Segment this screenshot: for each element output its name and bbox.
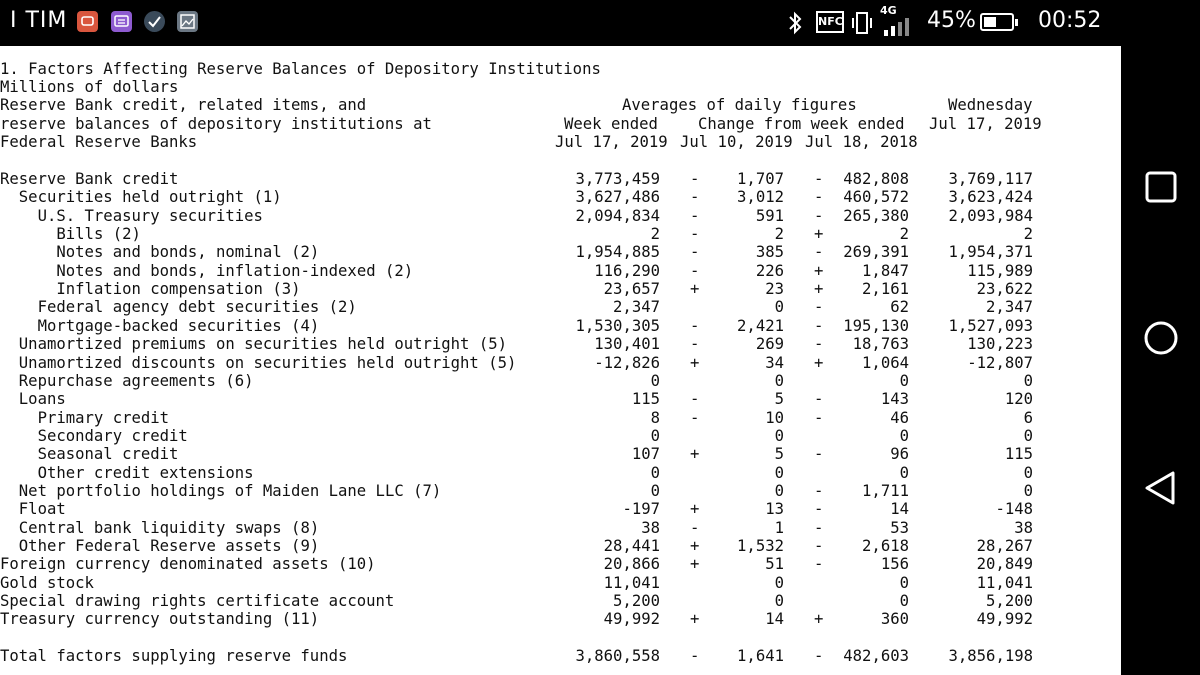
week-value: 3,773,459 (575, 170, 660, 188)
table-row (0, 243, 1121, 261)
sign-change-2: - (814, 188, 824, 207)
sign-change-2: + (814, 610, 824, 629)
week-value: 0 (650, 481, 660, 500)
wednesday-value: 38 (1014, 518, 1033, 537)
network-type: 4G (880, 4, 897, 17)
change-1-value: 1,707 (737, 170, 784, 188)
change-1-value: 0 (774, 371, 784, 390)
change-1-value: 0 (774, 426, 784, 445)
nfc-icon: NFC (816, 11, 844, 33)
week-value: 3,860,558 (575, 647, 660, 666)
table-row (0, 500, 1121, 518)
change-2-value: 2 (899, 225, 909, 244)
sign-change-2: + (814, 225, 824, 244)
wednesday-value: -12,807 (967, 353, 1033, 372)
change-2-value: 360 (880, 610, 909, 629)
change-2-value: 0 (899, 426, 909, 445)
row-label: Loans (18, 390, 66, 409)
week-value: -197 (622, 500, 660, 519)
sign-change-2: + (814, 353, 824, 372)
table-row (0, 445, 1121, 463)
wednesday-value: 130,223 (967, 335, 1033, 354)
sign-change-1: - (690, 243, 700, 262)
wednesday-value: 1,527,093 (948, 316, 1033, 335)
change-1-value: 13 (765, 500, 784, 519)
wednesday-value: 115,989 (967, 261, 1033, 280)
header-line-1 (0, 96, 1121, 114)
row-label: U.S. Treasury securities (37, 206, 263, 225)
sign-change-1: + (690, 500, 700, 519)
change-1-value: 5 (774, 390, 784, 409)
table-row (0, 170, 1121, 188)
change-1-value: 3,012 (737, 188, 784, 207)
row-label: Secondary credit (37, 426, 188, 445)
sign-change-1: + (690, 353, 700, 372)
clock: 00:52 (1038, 8, 1102, 33)
sign-change-1: - (690, 518, 700, 537)
sign-change-2: - (814, 647, 824, 666)
change-2-value: 1,847 (862, 261, 909, 280)
sign-change-2: - (814, 518, 824, 537)
carrier-name: I TIM (10, 8, 68, 33)
sign-change-2: - (814, 555, 824, 574)
table-row (0, 610, 1121, 628)
row-label: Other Federal Reserve assets (9) (18, 537, 320, 555)
sign-change-1: - (690, 335, 700, 354)
wednesday-value: 0 (1023, 463, 1033, 482)
change-2-value: 14 (890, 500, 909, 519)
change-1-value: 14 (765, 610, 784, 629)
change-2-value: 96 (890, 445, 909, 464)
week-value: 130,401 (594, 335, 660, 354)
week-value: 3,627,486 (575, 188, 660, 207)
week-value: 116,290 (594, 261, 660, 280)
sign-change-1: + (690, 555, 700, 574)
wednesday-value: 120 (1004, 390, 1033, 409)
change-1-value: 1,532 (737, 537, 784, 555)
week-value: 0 (650, 426, 660, 445)
week-value: 1,530,305 (575, 316, 660, 335)
change-1-value: 591 (755, 206, 784, 225)
wednesday-value: 3,769,117 (948, 170, 1033, 188)
table-row (0, 262, 1121, 280)
table-row (0, 390, 1121, 408)
header-averages: Averages of daily figures (622, 96, 857, 114)
sign-change-1: + (690, 537, 700, 555)
notification-app-icon (77, 11, 98, 32)
sign-change-2: - (814, 243, 824, 262)
wednesday-value: 5,200 (986, 592, 1033, 611)
header-week-ended: Week ended (564, 115, 658, 133)
gallery-icon (177, 11, 198, 32)
row-label: Bills (2) (56, 225, 141, 244)
wednesday-value: 3,856,198 (948, 647, 1033, 666)
week-value: 28,441 (603, 537, 660, 555)
table-row (0, 519, 1121, 537)
table-row (0, 464, 1121, 482)
week-value: 0 (650, 463, 660, 482)
change-1-value: 23 (765, 280, 784, 299)
row-label: Other credit extensions (37, 463, 254, 482)
row-label: Total factors supplying reserve funds (0, 647, 348, 666)
status-bar (0, 0, 1200, 46)
recents-square-icon[interactable] (1141, 167, 1181, 207)
row-label: Gold stock (0, 573, 94, 592)
header-wednesday-date: Jul 17, 2019 (929, 115, 1042, 133)
wednesday-value: 3,623,424 (948, 188, 1033, 207)
table-row (0, 537, 1121, 555)
table-row (0, 280, 1121, 298)
sign-change-1: + (690, 610, 700, 629)
wednesday-value: 11,041 (976, 573, 1033, 592)
header-left-2: reserve balances of depository institutions at (0, 115, 432, 133)
row-label: Treasury currency outstanding (11) (0, 610, 320, 629)
change-2-value: 2,618 (862, 537, 909, 555)
wednesday-value: 2 (1023, 225, 1033, 244)
change-2-value: 269,391 (843, 243, 909, 262)
table-row (0, 207, 1121, 225)
wednesday-value: 2,347 (986, 298, 1033, 317)
wednesday-value: 6 (1023, 408, 1033, 427)
table-row (0, 482, 1121, 500)
change-1-value: 51 (765, 555, 784, 574)
week-value: 107 (631, 445, 660, 464)
sign-change-1: - (690, 647, 700, 666)
row-label: Seasonal credit (37, 445, 179, 464)
sign-change-1: - (690, 316, 700, 335)
wednesday-value: 49,992 (976, 610, 1033, 629)
document-view[interactable] (0, 46, 1121, 675)
change-2-value: 482,808 (843, 170, 909, 188)
row-label: Notes and bonds, inflation-indexed (2) (56, 261, 414, 280)
row-label: Net portfolio holdings of Maiden Lane LLC (7) (18, 481, 442, 500)
header-col1-date: Jul 17, 2019 (555, 133, 668, 151)
row-label: Special drawing rights certificate account (0, 592, 395, 611)
change-2-value: 46 (890, 408, 909, 427)
sign-change-2: - (814, 335, 824, 354)
row-label: Foreign currency denominated assets (10) (0, 555, 376, 574)
change-1-value: 0 (774, 298, 784, 317)
change-2-value: 62 (890, 298, 909, 317)
row-label: Float (18, 500, 66, 519)
table-row (0, 188, 1121, 206)
change-1-value: 226 (755, 261, 784, 280)
header-wednesday: Wednesday (948, 96, 1033, 114)
change-1-value: 10 (765, 408, 784, 427)
header-line-3 (0, 133, 1121, 151)
week-value: 5,200 (613, 592, 660, 611)
sign-change-1: - (690, 390, 700, 409)
sign-change-2: - (814, 206, 824, 225)
row-label: Central bank liquidity swaps (8) (18, 518, 320, 537)
table-row (0, 335, 1121, 353)
battery-percent: 45% (927, 8, 976, 33)
change-1-value: 5 (774, 445, 784, 464)
battery-icon (980, 13, 1014, 31)
row-label: Federal agency debt securities (2) (37, 298, 357, 317)
wednesday-value: -148 (995, 500, 1033, 519)
change-1-value: 2,421 (737, 316, 784, 335)
week-value: 2 (650, 225, 660, 244)
week-value: 8 (650, 408, 660, 427)
week-value: 2,094,834 (575, 206, 660, 225)
wednesday-value: 2,093,984 (948, 206, 1033, 225)
sign-change-2: + (814, 261, 824, 280)
table-row (0, 574, 1121, 592)
change-1-value: 0 (774, 481, 784, 500)
table-units: Millions of dollars (0, 78, 179, 96)
table-row (0, 298, 1121, 316)
home-circle-icon[interactable] (1141, 318, 1181, 358)
header-left-3: Federal Reserve Banks (0, 133, 198, 151)
change-2-value: 18,763 (852, 335, 909, 354)
sign-change-1: - (690, 206, 700, 225)
week-value: 20,866 (603, 555, 660, 574)
sign-change-1: + (690, 280, 700, 299)
change-1-value: 1,641 (737, 647, 784, 666)
wednesday-value: 0 (1023, 481, 1033, 500)
change-1-value: 2 (774, 225, 784, 244)
header-change-from: Change from week ended (698, 115, 905, 133)
week-value: 38 (641, 518, 660, 537)
wednesday-value: 0 (1023, 426, 1033, 445)
row-label: Securities held outright (1) (18, 188, 282, 207)
table-row (0, 225, 1121, 243)
week-value: 49,992 (603, 610, 660, 629)
row-label: Inflation compensation (3) (56, 280, 301, 299)
change-2-value: 0 (899, 592, 909, 611)
week-value: -12,826 (594, 353, 660, 372)
change-2-value: 482,603 (843, 647, 909, 666)
change-1-value: 0 (774, 592, 784, 611)
sign-change-1: - (690, 261, 700, 280)
check-task-icon (144, 11, 165, 32)
table-row (0, 647, 1121, 665)
bluetooth-icon (788, 11, 802, 35)
header-line-2 (0, 115, 1121, 133)
change-1-value: 269 (755, 335, 784, 354)
table-row (0, 409, 1121, 427)
table-row (0, 592, 1121, 610)
sign-change-2: - (814, 481, 824, 500)
wednesday-value: 20,849 (976, 555, 1033, 574)
row-label: Primary credit (37, 408, 170, 427)
change-2-value: 1,711 (862, 481, 909, 500)
sign-change-2: - (814, 445, 824, 464)
header-col3-date: Jul 18, 2018 (805, 133, 918, 151)
change-2-value: 0 (899, 573, 909, 592)
row-label: Unamortized premiums on securities held outright (5) (18, 335, 507, 354)
wednesday-value: 115 (1004, 445, 1033, 464)
sign-change-2: - (814, 500, 824, 519)
sign-change-2: - (814, 390, 824, 409)
change-2-value: 0 (899, 371, 909, 390)
change-1-value: 34 (765, 353, 784, 372)
row-label: Unamortized discounts on securities held outright (5) (18, 353, 517, 372)
header-col2-date: Jul 10, 2019 (680, 133, 793, 151)
change-2-value: 265,380 (843, 206, 909, 225)
table-row (0, 354, 1121, 372)
wednesday-value: 1,954,371 (948, 243, 1033, 262)
sign-change-2: - (814, 537, 824, 555)
change-2-value: 1,064 (862, 353, 909, 372)
week-value: 23,657 (603, 280, 660, 299)
row-label: Repurchase agreements (6) (18, 371, 254, 390)
sign-change-1: - (690, 225, 700, 244)
vibrate-icon (850, 10, 874, 36)
sign-change-2: - (814, 316, 824, 335)
sign-change-1: - (690, 170, 700, 188)
change-2-value: 195,130 (843, 316, 909, 335)
sign-change-2: - (814, 408, 824, 427)
sign-change-1: + (690, 445, 700, 464)
table-title: 1. Factors Affecting Reserve Balances of Depository Institutions (0, 60, 601, 78)
table-row (0, 317, 1121, 335)
week-value: 2,347 (613, 298, 660, 317)
change-1-value: 1 (774, 518, 784, 537)
sign-change-1: - (690, 188, 700, 207)
table-row (0, 427, 1121, 445)
sign-change-2: - (814, 170, 824, 188)
messaging-icon (111, 11, 132, 32)
wednesday-value: 0 (1023, 371, 1033, 390)
change-2-value: 0 (899, 463, 909, 482)
table-row (0, 555, 1121, 573)
change-1-value: 0 (774, 573, 784, 592)
week-value: 11,041 (603, 573, 660, 592)
change-2-value: 2,161 (862, 280, 909, 299)
change-2-value: 53 (890, 518, 909, 537)
wednesday-value: 23,622 (976, 280, 1033, 299)
row-label: Reserve Bank credit (0, 170, 179, 188)
row-label: Notes and bonds, nominal (2) (56, 243, 320, 262)
navigation-bar (1121, 0, 1200, 675)
week-value: 1,954,885 (575, 243, 660, 262)
back-triangle-icon[interactable] (1141, 468, 1181, 508)
change-2-value: 143 (880, 390, 909, 409)
signal-icon (880, 18, 914, 36)
table-row (0, 629, 1121, 647)
change-2-value: 156 (880, 555, 909, 574)
change-1-value: 385 (755, 243, 784, 262)
change-2-value: 460,572 (843, 188, 909, 207)
table-row (0, 372, 1121, 390)
week-value: 115 (631, 390, 660, 409)
week-value: 0 (650, 371, 660, 390)
wednesday-value: 28,267 (976, 537, 1033, 555)
sign-change-1: - (690, 408, 700, 427)
row-label: Mortgage-backed securities (4) (37, 316, 320, 335)
sign-change-2: - (814, 298, 824, 317)
sign-change-2: + (814, 280, 824, 299)
header-left-1: Reserve Bank credit, related items, and (0, 96, 367, 114)
change-1-value: 0 (774, 463, 784, 482)
